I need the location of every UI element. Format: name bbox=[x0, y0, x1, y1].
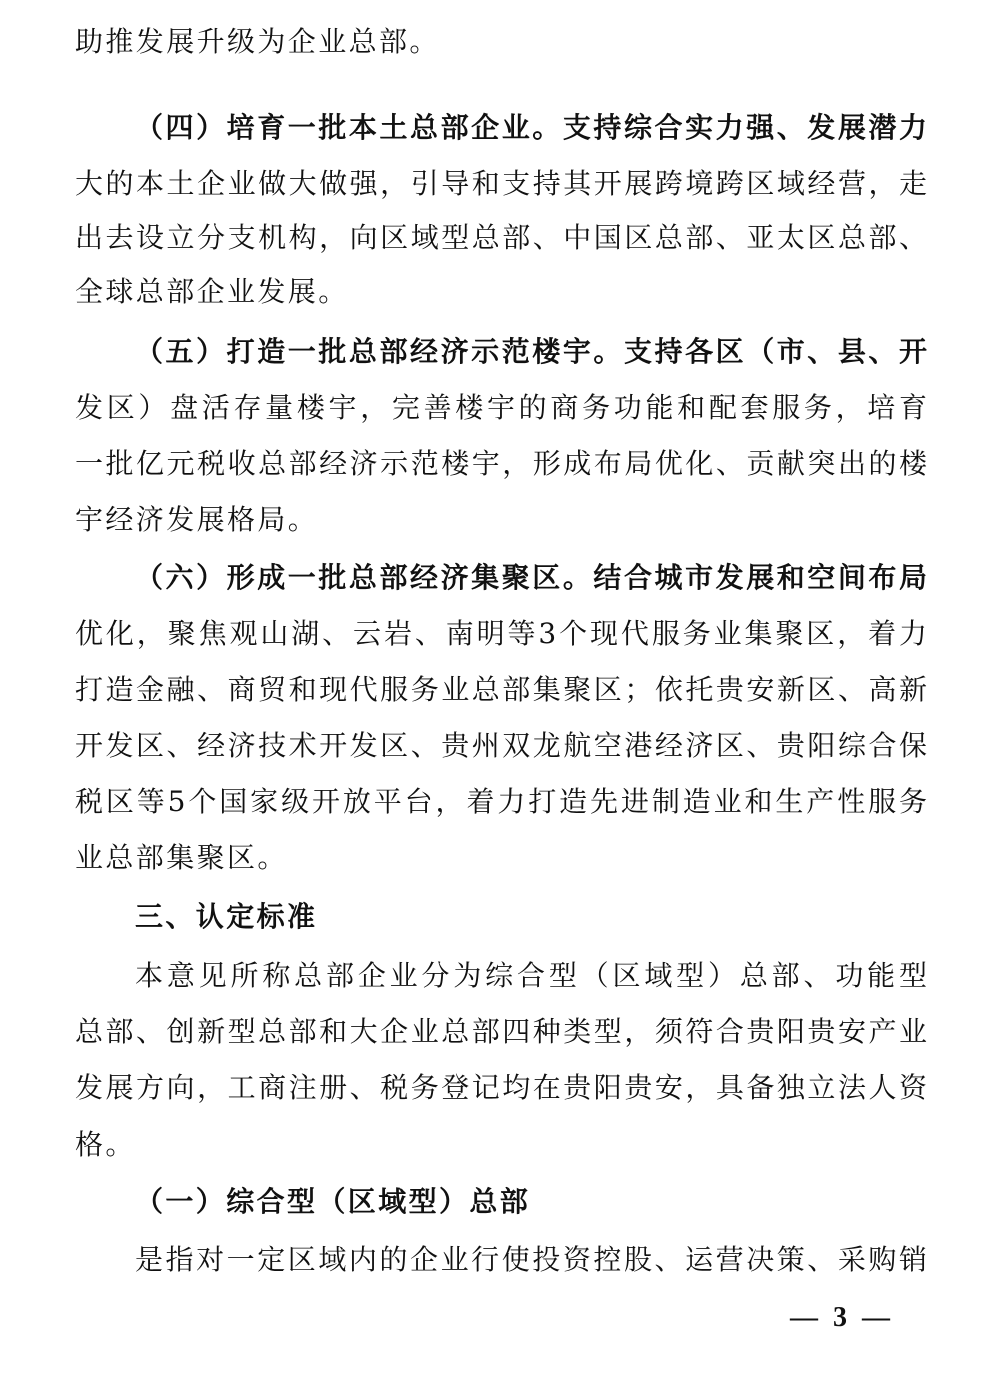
paragraph-line: 打造金融、商贸和现代服务业总部集聚区；依托贵安新区、高新 bbox=[75, 673, 927, 706]
paragraph-line: 一批亿元税收总部经济示范楼宇，形成布局优化、贡献突出的楼 bbox=[75, 447, 927, 480]
paragraph-line: 出去设立分支机构，向区域型总部、中国区总部、亚太区总部、 bbox=[75, 221, 927, 254]
paragraph-line: 是指对一定区域内的企业行使投资控股、运营决策、采购销 bbox=[135, 1243, 927, 1276]
paragraph-line: 总部、创新型总部和大企业总部四种类型，须符合贵阳贵安产业 bbox=[75, 1015, 927, 1048]
subsection-heading: （一）综合型（区域型）总部 bbox=[135, 1185, 531, 1218]
page-number: — 3 — bbox=[790, 1302, 894, 1333]
paragraph-line: 格。 bbox=[75, 1128, 136, 1161]
paragraph-line: 开发区、经济技术开发区、贵州双龙航空港经济区、贵阳综合保 bbox=[75, 729, 927, 762]
subsection-4-line: （四）培育一批本土总部企业。支持综合实力强、发展潜力 bbox=[135, 111, 927, 144]
section-heading: 三、认定标准 bbox=[135, 900, 318, 933]
paragraph-line: 发展方向，工商注册、税务登记均在贵阳贵安，具备独立法人资 bbox=[75, 1071, 927, 1104]
paragraph-line: 宇经济发展格局。 bbox=[75, 503, 319, 536]
paragraph-line: 本意见所称总部企业分为综合型（区域型）总部、功能型 bbox=[135, 959, 927, 992]
paragraph-line: 税区等5个国家级开放平台，着力打造先进制造业和生产性服务 bbox=[75, 785, 927, 818]
paragraph-line: 大的本土企业做大做强，引导和支持其开展跨境跨区域经营，走 bbox=[75, 167, 927, 200]
subsection-5-line: （五）打造一批总部经济示范楼宇。支持各区（市、县、开 bbox=[135, 335, 927, 368]
paragraph-line: 助推发展升级为企业总部。 bbox=[75, 25, 440, 58]
paragraph-line: 发区）盘活存量楼宇，完善楼宇的商务功能和配套服务，培育 bbox=[75, 391, 927, 424]
paragraph-line: 业总部集聚区。 bbox=[75, 841, 288, 874]
paragraph-line: 全球总部企业发展。 bbox=[75, 275, 349, 308]
subsection-6-line: （六）形成一批总部经济集聚区。结合城市发展和空间布局 bbox=[135, 561, 927, 594]
paragraph-line: 优化，聚焦观山湖、云岩、南明等3个现代服务业集聚区，着力 bbox=[75, 617, 927, 650]
